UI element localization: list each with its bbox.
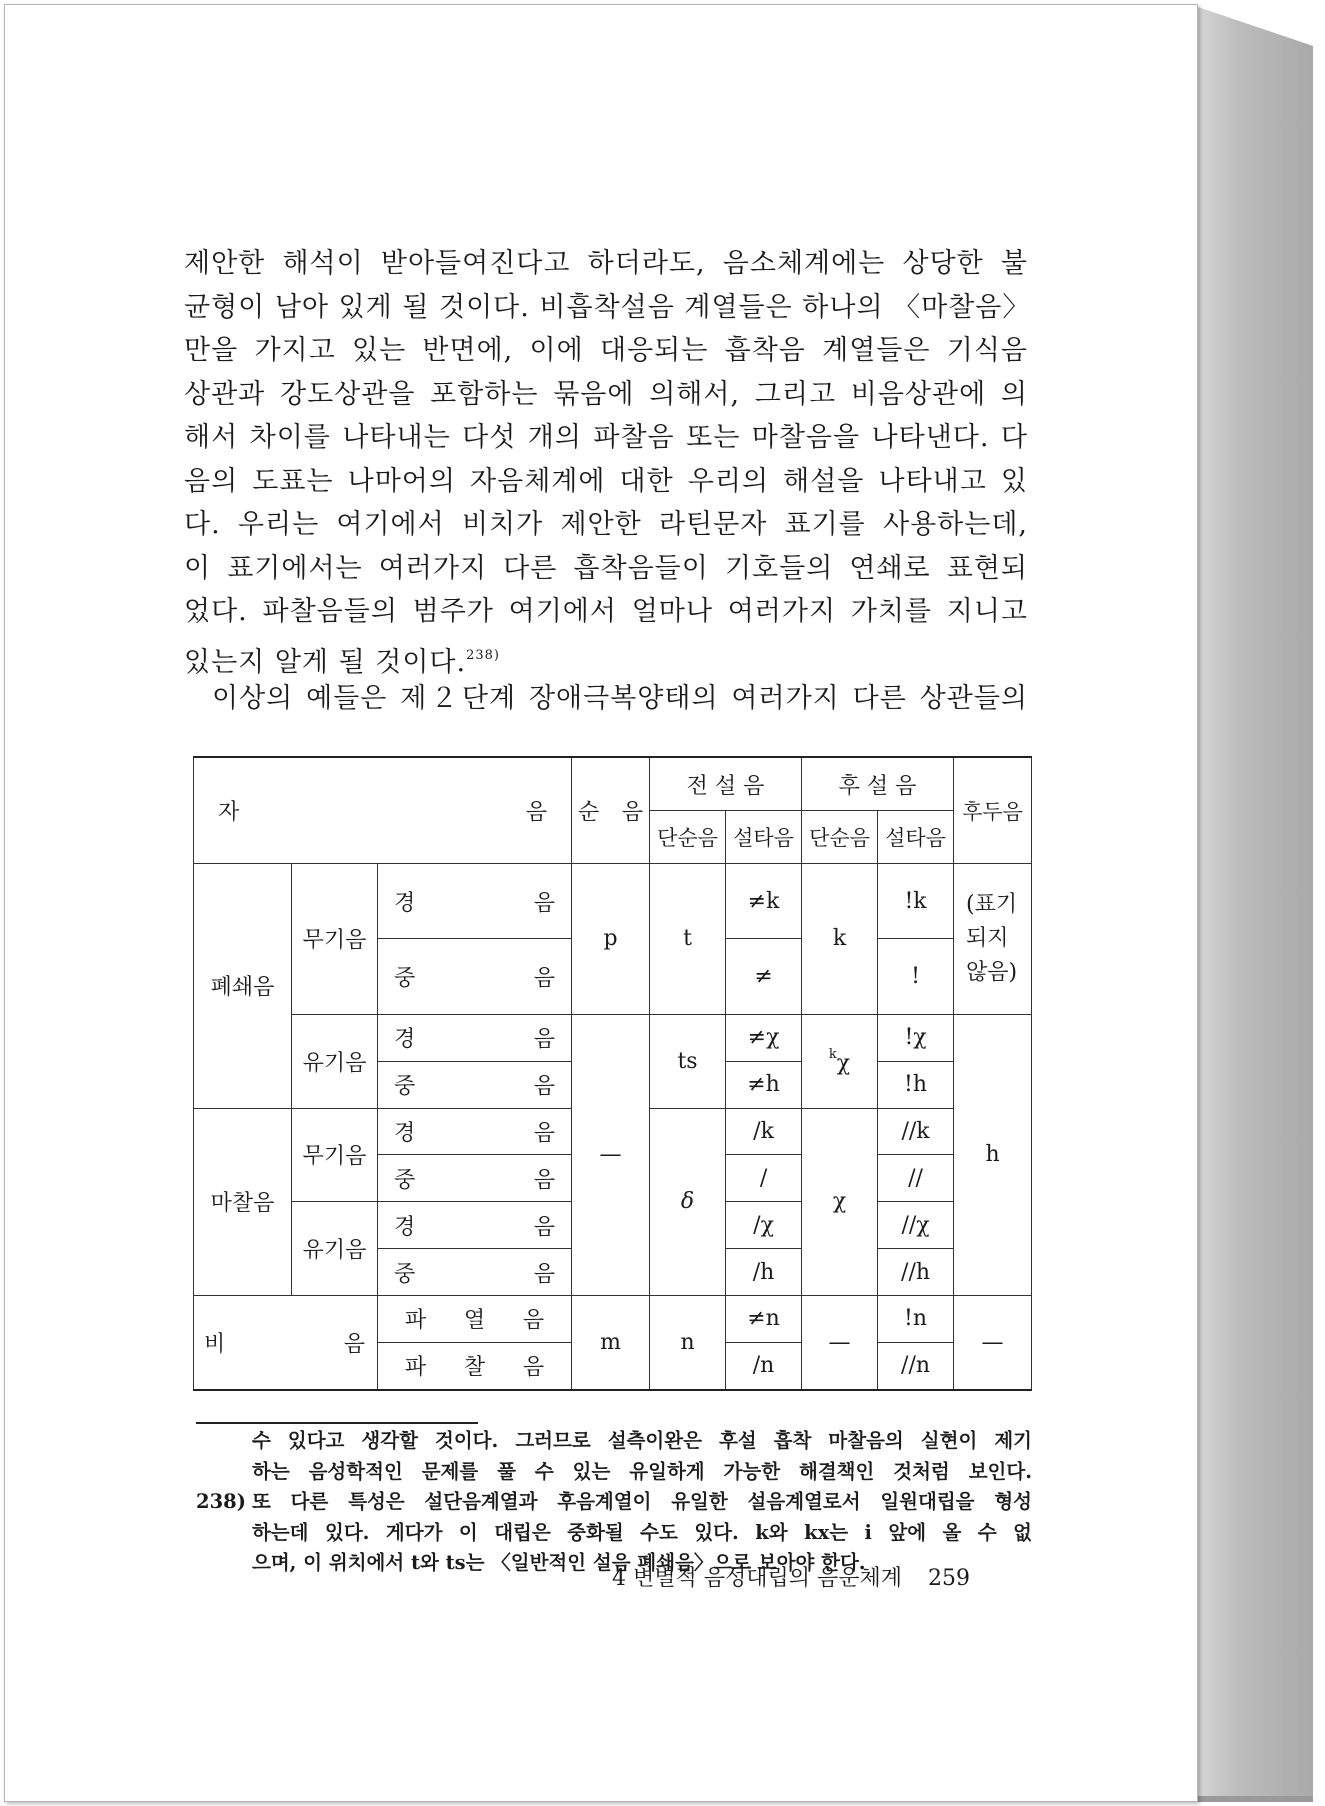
running-footer xyxy=(612,1561,1032,1592)
subgroup-unaspirated: 무기음 xyxy=(292,864,378,1015)
strength-heavy-b: 음 xyxy=(533,1261,556,1287)
group-fricative: 마찰음 xyxy=(194,1108,292,1295)
header-consonant xyxy=(194,757,572,864)
cell-n: n xyxy=(650,1296,726,1391)
strength-heavy-b: 음 xyxy=(533,1074,556,1100)
page-number: 259 xyxy=(928,1566,971,1591)
book-bottom-edge xyxy=(1195,1796,1313,1802)
strength-heavy xyxy=(378,1249,572,1296)
glottal-note-1: (표기 xyxy=(966,891,1018,917)
group-nasal-a: 비 xyxy=(204,1332,226,1357)
strength-heavy-a: 중 xyxy=(394,1074,416,1100)
cell-kx xyxy=(802,1014,878,1108)
cell-click-back: !n xyxy=(878,1296,954,1343)
strength-heavy-b: 음 xyxy=(533,1167,556,1193)
cell-click-front: ≠χ xyxy=(726,1014,802,1061)
cell-delta: δ xyxy=(650,1108,726,1295)
strength-heavy xyxy=(378,1061,572,1108)
strength-light-a: 경 xyxy=(394,1027,416,1053)
cell-click-back: //h xyxy=(878,1249,954,1296)
strength-light xyxy=(378,864,572,939)
header-simple-front: 단순음 xyxy=(650,811,726,864)
body-line: 해서 차이를 나타내는 다섯 개의 파찰음 또는 마찰음을 나타낸다. 다 xyxy=(184,422,1028,453)
cell-click-back: //n xyxy=(878,1342,954,1390)
cell-click-front: ≠ xyxy=(726,939,802,1014)
running-title: 4 변별적 음성대립의 음운체계 xyxy=(612,1566,903,1591)
body-line: 다. 우리는 여기에서 비치가 제안한 라틴문자 표기를 사용하는데, xyxy=(184,509,1028,540)
strength-heavy-a: 중 xyxy=(394,1167,416,1193)
cell-click-back: //χ xyxy=(878,1202,954,1249)
body-line: 상관과 강도상관을 포함하는 묶음에 의해서, 그리고 비음상관에 의 xyxy=(184,378,1028,410)
group-nasal-b: 음 xyxy=(343,1332,365,1357)
glottal-note-2: 되지 xyxy=(966,925,1009,951)
strength-heavy-a: 중 xyxy=(394,966,416,992)
cell-k: k xyxy=(802,864,878,1015)
body-last-text: 있는지 알게 될 것이다. xyxy=(184,646,467,678)
strength-light-b: 음 xyxy=(533,1120,556,1146)
cell-click-back: !k xyxy=(878,864,954,939)
nasal-affricate-3: 음 xyxy=(522,1355,545,1381)
consonant-table xyxy=(193,756,1032,1391)
book-spine-edge xyxy=(1195,6,1313,1801)
header-glottal: 후두음 xyxy=(954,757,1032,864)
cell-t: t xyxy=(650,864,726,1015)
group-stop: 폐쇄음 xyxy=(194,864,292,1109)
header-simple-back: 단순음 xyxy=(802,811,878,864)
header-click-front: 설타음 xyxy=(726,811,802,864)
nasal-plosive-1: 파 xyxy=(404,1308,427,1334)
strength-heavy-b: 음 xyxy=(533,966,556,992)
nasal-plosive xyxy=(378,1296,572,1343)
cell-p: p xyxy=(572,864,650,1015)
cell-click-front: ≠k xyxy=(726,864,802,939)
nasal-affricate-2: 찰 xyxy=(463,1355,486,1381)
body-line: 만을 가지고 있는 반면에, 이에 대응되는 흡착음 계열들은 기식음 xyxy=(184,335,1028,366)
group-nasal xyxy=(194,1296,378,1391)
cell-glottal-dash: — xyxy=(954,1296,1032,1391)
cell-click-front: /k xyxy=(726,1108,802,1155)
footnote-line: 하는데 있다. 게다가 이 대립은 중화될 수도 있다. k와 kx는 i 앞에 올 수 없 xyxy=(252,1520,1032,1544)
footnote-line: 하는 음성학적인 문제를 풀 수 있는 유일하게 가능한 해결책인 것처럼 보인다. xyxy=(252,1459,1032,1483)
next-paragraph-line: 이상의 예들은 제２단계 장애극복양태의 여러가지 다른 상관들의 xyxy=(212,683,1028,714)
footnote-reference: 238) xyxy=(466,647,500,663)
footnote xyxy=(196,1426,1032,1579)
header-consonant-a: 자 xyxy=(218,800,240,825)
subgroup-aspirated: 유기음 xyxy=(292,1014,378,1108)
cell-m: m xyxy=(572,1296,650,1391)
cell-click-back: ! xyxy=(878,939,954,1014)
cell-click-back: //k xyxy=(878,1108,954,1155)
footnote-line: 으며, 이 위치에서 t와 ts는 〈일반적인 설음 폐쇄음〉으로 보아야 한다. xyxy=(252,1551,866,1574)
footnote-line: 수 있다고 생각할 것이다. 그러므로 설측이완은 후설 흡착 마찰음의 실현이 제기 xyxy=(252,1429,1032,1452)
strength-heavy-a: 중 xyxy=(394,1261,416,1287)
cell-click-front: ≠n xyxy=(726,1296,802,1343)
footnote-line: 또 다른 특성은 설단음계열과 후음계열이 유일한 설음계열로서 일원대립을 형성 xyxy=(252,1490,1032,1513)
body-line: 제안한 해석이 받아들여진다고 하더라도, 음소체계에는 상당한 불 xyxy=(184,248,1028,279)
header-labial-b: 음 xyxy=(621,800,644,825)
header-labial xyxy=(572,757,650,864)
header-labial-a: 순 xyxy=(578,800,600,825)
nasal-affricate xyxy=(378,1342,572,1390)
body-line: 균형이 남아 있게 될 것이다. 비흡착설음 계열들은 하나의 〈마찰음〉 xyxy=(184,291,1031,323)
subgroup-aspirated: 유기음 xyxy=(292,1202,378,1296)
nasal-affricate-1: 파 xyxy=(404,1355,427,1381)
body-line: 었다. 파찰음들의 범주가 여기에서 얼마나 여러가지 가치를 지니고 xyxy=(184,596,1028,627)
cell-chi: χ xyxy=(802,1108,878,1295)
strength-light-a: 경 xyxy=(394,890,416,916)
header-front: 전 설 음 xyxy=(650,757,802,811)
cell-labial-dash: — xyxy=(572,1014,650,1295)
body-line: 이 표기에서는 여러가지 다른 흡착음들이 기호들의 연쇄로 표현되 xyxy=(184,552,1028,584)
body-line-last xyxy=(184,634,1028,678)
cell-ts: ts xyxy=(650,1014,726,1108)
cell-click-back: // xyxy=(878,1155,954,1202)
cell-click-back: !h xyxy=(878,1061,954,1108)
cell-glottal-note xyxy=(954,864,1032,1015)
subgroup-unaspirated: 무기음 xyxy=(292,1108,378,1202)
body-line: 음의 도표는 나마어의 자음체계에 대한 우리의 해설을 나타내고 있 xyxy=(184,465,1028,497)
strength-light-b: 음 xyxy=(533,890,556,916)
strength-light xyxy=(378,1202,572,1249)
strength-light-a: 경 xyxy=(394,1120,416,1146)
cell-kx-main: χ xyxy=(836,1050,851,1076)
cell-click-front: / xyxy=(726,1155,802,1202)
nasal-plosive-3: 음 xyxy=(522,1308,545,1334)
cell-kx-sup: k xyxy=(828,1046,837,1062)
glottal-note-3: 않음) xyxy=(966,959,1018,985)
strength-light-b: 음 xyxy=(533,1214,556,1240)
cell-click-front: ≠h xyxy=(726,1061,802,1108)
header-consonant-b: 음 xyxy=(525,800,548,825)
cell-click-front: /χ xyxy=(726,1202,802,1249)
header-back: 후 설 음 xyxy=(802,757,954,811)
header-click-back: 설타음 xyxy=(878,811,954,864)
strength-light-a: 경 xyxy=(394,1214,416,1240)
cell-click-back: !χ xyxy=(878,1014,954,1061)
cell-click-front: /n xyxy=(726,1342,802,1390)
footnote-number: 238) xyxy=(196,1490,246,1513)
strength-light xyxy=(378,1108,572,1155)
cell-back-dash: — xyxy=(802,1296,878,1391)
strength-heavy xyxy=(378,1155,572,1202)
cell-click-front: /h xyxy=(726,1249,802,1296)
nasal-plosive-2: 열 xyxy=(463,1308,486,1334)
strength-light-b: 음 xyxy=(533,1027,556,1053)
strength-heavy xyxy=(378,939,572,1014)
strength-light xyxy=(378,1014,572,1061)
footnote-rule xyxy=(196,1422,478,1424)
body-paragraph xyxy=(184,242,1031,721)
cell-glottal-h: h xyxy=(954,1014,1032,1295)
